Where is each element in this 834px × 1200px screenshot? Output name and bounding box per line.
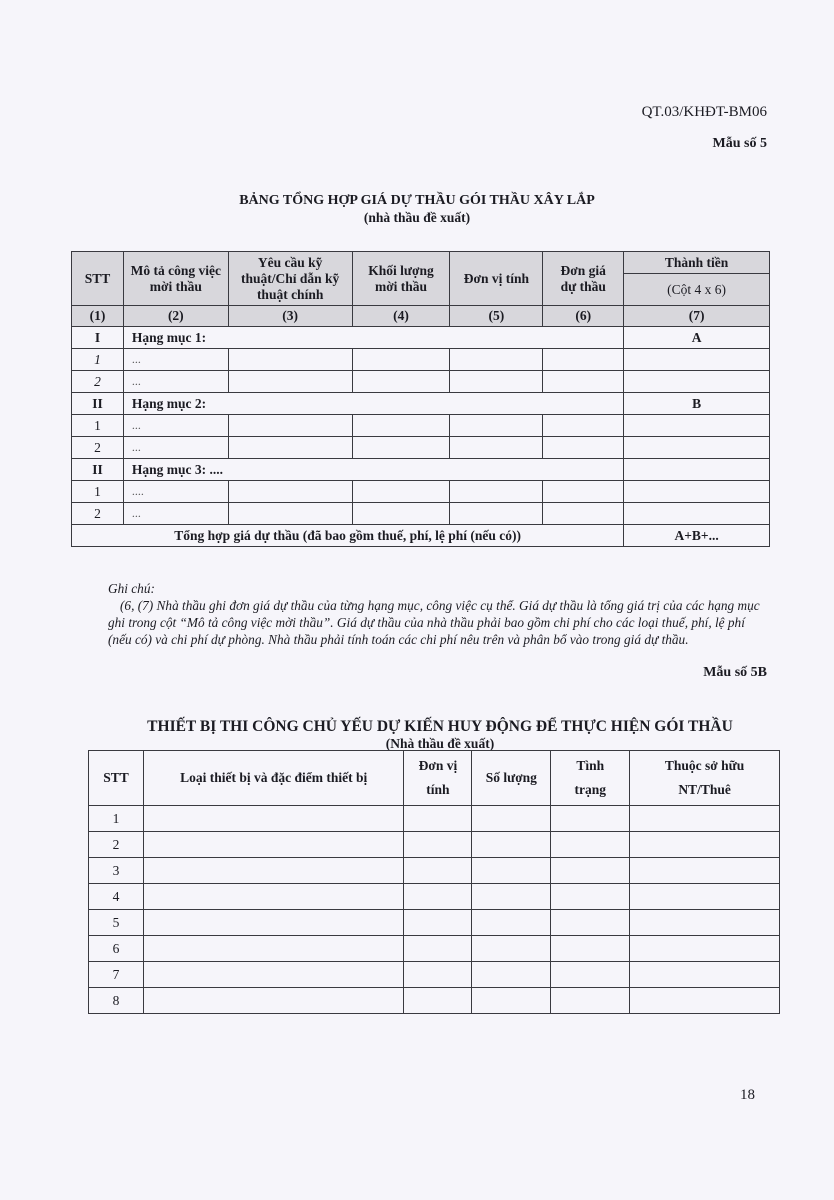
row-cell	[551, 962, 630, 988]
row-cell	[551, 858, 630, 884]
item-row	[72, 481, 770, 503]
row-cell	[472, 988, 551, 1014]
item-cell	[228, 371, 352, 393]
row-cell	[404, 962, 472, 988]
item-cell	[228, 437, 352, 459]
row-cell	[630, 806, 780, 832]
item-cell	[543, 371, 624, 393]
item-cell	[450, 371, 543, 393]
grand-total-value: A+B+...	[624, 525, 770, 547]
item-cell	[543, 415, 624, 437]
table-row	[89, 988, 780, 1014]
row-stt: 5	[89, 910, 144, 936]
column-number: (6)	[543, 306, 624, 327]
table-row	[89, 936, 780, 962]
header-condition	[551, 751, 630, 806]
section2-title: THIẾT BỊ THI CÔNG CHỦ YẾU DỰ KIẾN HUY ĐỘNG ĐỂ THỰC HIỆN GÓI THẦU	[147, 718, 733, 735]
item-stt: 2	[72, 437, 124, 459]
row-cell	[404, 806, 472, 832]
header-unit	[404, 751, 472, 806]
section2-subtitle: (Nhà thầu đề xuất)	[385, 736, 495, 751]
item-stt: 1	[72, 349, 124, 371]
column-number: (3)	[228, 306, 352, 327]
item-cell	[624, 481, 770, 503]
header-description: Mô tả công việc mời thầu	[123, 252, 228, 306]
item-cell	[450, 481, 543, 503]
column-number: (7)	[624, 306, 770, 327]
row-cell	[472, 832, 551, 858]
row-cell	[143, 806, 404, 832]
item-cell	[352, 371, 450, 393]
row-cell	[404, 988, 472, 1014]
row-cell	[472, 962, 551, 988]
header-technical-requirements: Yêu cầu kỹ thuật/Chỉ dẫn kỹ thuật chính	[228, 252, 352, 306]
note-text: (6, (7) Nhà thầu ghi đơn giá dự thầu của từng hạng mục, công việc cụ thể. Giá dự thầu là tổng giá trị của các hạng mục ghi trong cột “Mô tả công việc mời thầu”. Giá dự thầu của nhà thầu phải bao gồm chi phí cho các loại thuế, phí, lệ phí (nếu có) và chi phí dự phòng. Nhà thầu phải tính toán các chi phí nêu trên và phân bổ vào trong giá dự thầu.	[108, 598, 760, 647]
item-cell	[352, 349, 450, 371]
item-cell	[352, 437, 450, 459]
group-row	[72, 327, 770, 349]
item-cell	[352, 481, 450, 503]
row-cell	[472, 936, 551, 962]
row-cell	[143, 884, 404, 910]
table-header-row	[89, 751, 780, 806]
row-cell	[630, 936, 780, 962]
group-stt: II	[72, 393, 124, 415]
group-name: Hạng mục 2:	[123, 393, 623, 415]
group-name: Hạng mục 3: ....	[123, 459, 623, 481]
group-total: B	[624, 393, 770, 415]
grand-total-label: Tổng hợp giá dự thầu (đã bao gồm thuế, phí, lệ phí (nếu có))	[72, 525, 624, 547]
header-unit-price: Đơn giá dự thầu	[543, 252, 624, 306]
item-cell	[228, 481, 352, 503]
item-cell	[624, 503, 770, 525]
table-row	[89, 806, 780, 832]
form-label: Mẫu số 5	[712, 136, 767, 151]
item-cell	[352, 415, 450, 437]
item-row	[72, 437, 770, 459]
equipment-rows	[89, 806, 780, 1014]
row-stt: 2	[89, 832, 144, 858]
note-block	[108, 580, 768, 648]
row-cell	[551, 936, 630, 962]
row-cell	[551, 988, 630, 1014]
table-row	[89, 884, 780, 910]
header-amount-formula: (Cột 4 x 6)	[624, 274, 770, 306]
row-cell	[630, 858, 780, 884]
bid-price-summary-table	[71, 251, 770, 547]
row-cell	[143, 988, 404, 1014]
column-number: (2)	[123, 306, 228, 327]
item-cell	[352, 503, 450, 525]
item-row	[72, 415, 770, 437]
item-cell	[228, 349, 352, 371]
item-cell	[543, 503, 624, 525]
column-number: (5)	[450, 306, 543, 327]
item-row	[72, 503, 770, 525]
item-cell	[624, 437, 770, 459]
row-cell	[472, 858, 551, 884]
item-description: ...	[123, 371, 228, 393]
row-cell	[472, 884, 551, 910]
column-number-row	[72, 306, 770, 327]
header-unit-line1: Đơn vị	[418, 758, 458, 773]
document-code: QT.03/KHĐT-BM06	[641, 104, 767, 120]
row-stt: 4	[89, 884, 144, 910]
table-row	[89, 832, 780, 858]
item-cell	[450, 349, 543, 371]
column-number: (4)	[352, 306, 450, 327]
section1-title-block	[0, 192, 834, 226]
item-cell	[228, 503, 352, 525]
item-description: ...	[123, 503, 228, 525]
item-stt: 2	[72, 371, 124, 393]
grand-total-row	[72, 525, 770, 547]
row-cell	[404, 858, 472, 884]
row-stt: 3	[89, 858, 144, 884]
item-cell	[450, 437, 543, 459]
form-label-5b: Mẫu số 5B	[703, 665, 767, 680]
item-row	[72, 349, 770, 371]
row-cell	[630, 910, 780, 936]
header-condition-line2: trạng	[574, 782, 606, 797]
header-condition-line1: Tình	[576, 758, 605, 773]
header-equipment-type: Loại thiết bị và đặc điểm thiết bị	[143, 751, 404, 806]
item-stt: 1	[72, 415, 124, 437]
item-description: ....	[123, 481, 228, 503]
row-cell	[551, 832, 630, 858]
row-stt: 6	[89, 936, 144, 962]
row-cell	[551, 806, 630, 832]
item-cell	[624, 349, 770, 371]
row-stt: 8	[89, 988, 144, 1014]
row-cell	[551, 884, 630, 910]
header-unit-line2: tính	[426, 782, 450, 797]
item-cell	[543, 437, 624, 459]
item-description: ...	[123, 437, 228, 459]
header-quantity: Số lượng	[472, 751, 551, 806]
row-cell	[630, 884, 780, 910]
row-cell	[143, 962, 404, 988]
row-cell	[630, 988, 780, 1014]
header-stt: STT	[72, 252, 124, 306]
header-ownership	[630, 751, 780, 806]
row-cell	[143, 832, 404, 858]
item-description: ...	[123, 415, 228, 437]
row-cell	[551, 910, 630, 936]
item-cell	[624, 371, 770, 393]
item-cell	[543, 481, 624, 503]
group-row	[72, 459, 770, 481]
page-number: 18	[740, 1087, 755, 1103]
row-cell	[630, 962, 780, 988]
header-stt: STT	[89, 751, 144, 806]
group-total: A	[624, 327, 770, 349]
row-cell	[404, 936, 472, 962]
header-quantity: Khối lượng mời thầu	[352, 252, 450, 306]
section1-title: BẢNG TỔNG HỢP GIÁ DỰ THẦU GÓI THẦU XÂY LẮP	[239, 193, 595, 208]
header-ownership-line2: NT/Thuê	[678, 782, 731, 797]
header-amount: Thành tiền	[624, 252, 770, 274]
header-ownership-line1: Thuộc sở hữu	[664, 758, 745, 773]
group-row	[72, 393, 770, 415]
row-cell	[404, 832, 472, 858]
item-row	[72, 371, 770, 393]
column-number: (1)	[72, 306, 124, 327]
item-description: ...	[123, 349, 228, 371]
group-stt: II	[72, 459, 124, 481]
row-cell	[472, 806, 551, 832]
row-cell	[404, 884, 472, 910]
item-stt: 2	[72, 503, 124, 525]
item-stt: 1	[72, 481, 124, 503]
table-row	[89, 962, 780, 988]
item-cell	[624, 415, 770, 437]
section1-subtitle: (nhà thầu đề xuất)	[363, 210, 471, 225]
table-row	[89, 858, 780, 884]
table-row	[89, 910, 780, 936]
row-cell	[143, 936, 404, 962]
row-cell	[404, 910, 472, 936]
group-stt: I	[72, 327, 124, 349]
row-stt: 7	[89, 962, 144, 988]
row-cell	[630, 832, 780, 858]
group-name: Hạng mục 1:	[123, 327, 623, 349]
row-stt: 1	[89, 806, 144, 832]
table-header-row	[72, 252, 770, 274]
row-cell	[143, 910, 404, 936]
section2-title-block	[80, 718, 800, 752]
item-cell	[450, 415, 543, 437]
header-unit: Đơn vị tính	[450, 252, 543, 306]
item-cell	[543, 349, 624, 371]
note-label: Ghi chú:	[108, 581, 155, 596]
item-cell	[450, 503, 543, 525]
row-cell	[472, 910, 551, 936]
equipment-table	[88, 750, 780, 1014]
group-total	[624, 459, 770, 481]
item-cell	[228, 415, 352, 437]
row-cell	[143, 858, 404, 884]
